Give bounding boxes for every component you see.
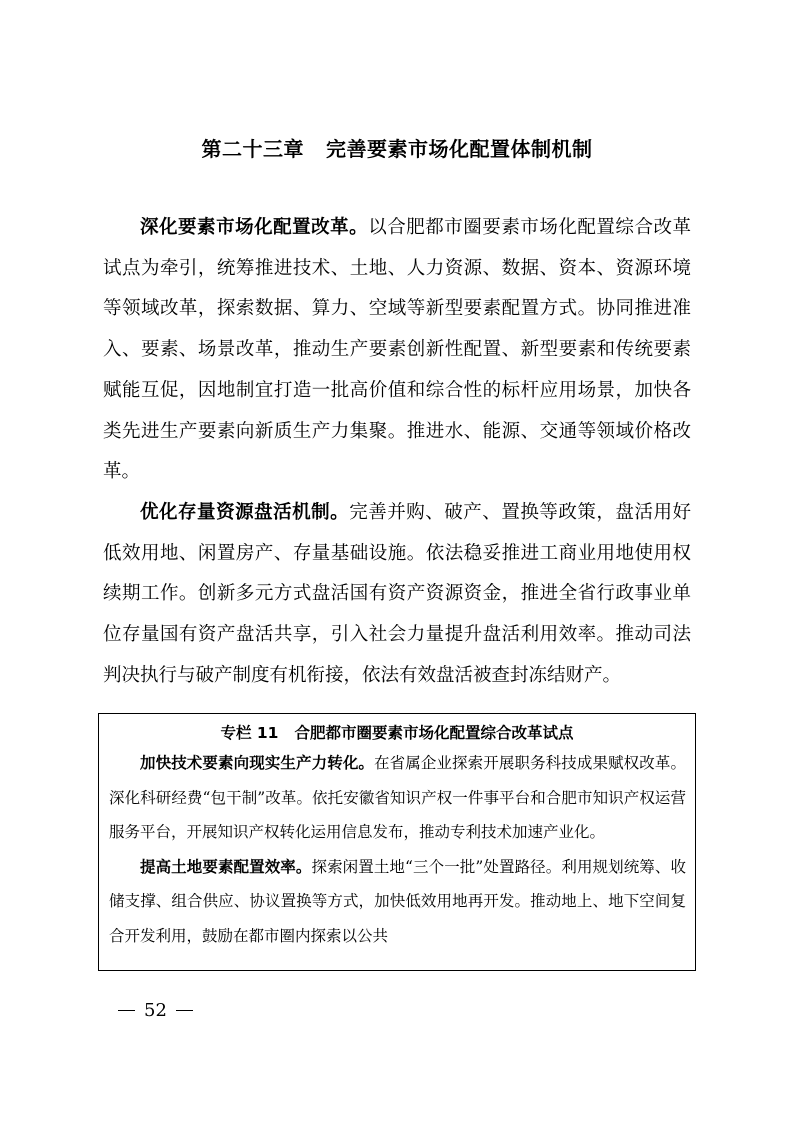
paragraph-text: 以合肥都市圈要素市场化配置综合改革试点为牵引，统筹推进技术、土地、人力资源、数据、资本、资源环境等领域改革，探索数据、算力、空域等新型要素配置方式。协同推进准入、要素、场景改革，推动生产要素创新性配置、新型要素和传统要素赋能互促，因地制宜打造一批高价值和综合性的标杆应用场景，加快各类先进生产要素向新质生产力集聚。推进水、能源、交通等领域价格改革。 <box>103 217 691 483</box>
box-item-lead: 提高土地要素配置效率。 <box>140 857 312 876</box>
paragraph <box>103 208 691 493</box>
paragraph <box>103 493 691 697</box>
page-number <box>118 1000 193 1021</box>
box-title: 合肥都市圈要素市场化配置综合改革试点 <box>294 724 574 742</box>
box-item <box>109 746 686 850</box>
paragraph-lead: 深化要素市场化配置改革。 <box>140 217 369 238</box>
paragraph-lead: 优化存量资源盘活机制。 <box>140 501 350 523</box>
box-label: 专栏 11 <box>220 724 279 742</box>
box-heading <box>99 720 695 746</box>
chapter-number: 第二十三章 <box>201 137 304 161</box>
paragraph-text: 完善并购、破产、置换等政策，盘活用好低效用地、闲置房产、存量基础设施。依法稳妥推进工商业用地使用权续期工作。创新多元方式盘活国有资产资源资金，推进全省行政事业单位存量国有资产盘活共享，引入社会力量提升盘活利用效率。推动司法判决执行与破产制度有机衔接，依法有效盘活被查封冻结财产。 <box>103 501 691 686</box>
box-item <box>109 850 686 954</box>
chapter-body <box>103 208 691 696</box>
box-item-lead: 加快技术要素向现实生产力转化。 <box>140 754 375 772</box>
box-item-text: 探索闲置土地“三个一批”处置路径。利用规划统筹、收储支撑、组合供应、协议置换等方式，加快低效用地再开发。推动地上、地下空间复合开发利用，鼓励在都市圈内探索以公共 <box>109 857 686 945</box>
chapter-heading <box>0 133 794 162</box>
page-number-value: 52 <box>144 1000 167 1021</box>
dash-right <box>176 1010 193 1011</box>
box-body <box>99 746 695 953</box>
chapter-title: 完善要素市场化配置体制机制 <box>326 137 593 161</box>
dash-left <box>118 1010 135 1011</box>
box-item-text: 在省属企业探索开展职务科技成果赋权改革。深化科研经费“包干制”改革。依托安徽省知识产权一件事平台和合肥市知识产权运营服务平台，开展知识产权转化运用信息发布，推动专利技术加速产业化。 <box>109 754 686 841</box>
column-box <box>98 713 696 971</box>
